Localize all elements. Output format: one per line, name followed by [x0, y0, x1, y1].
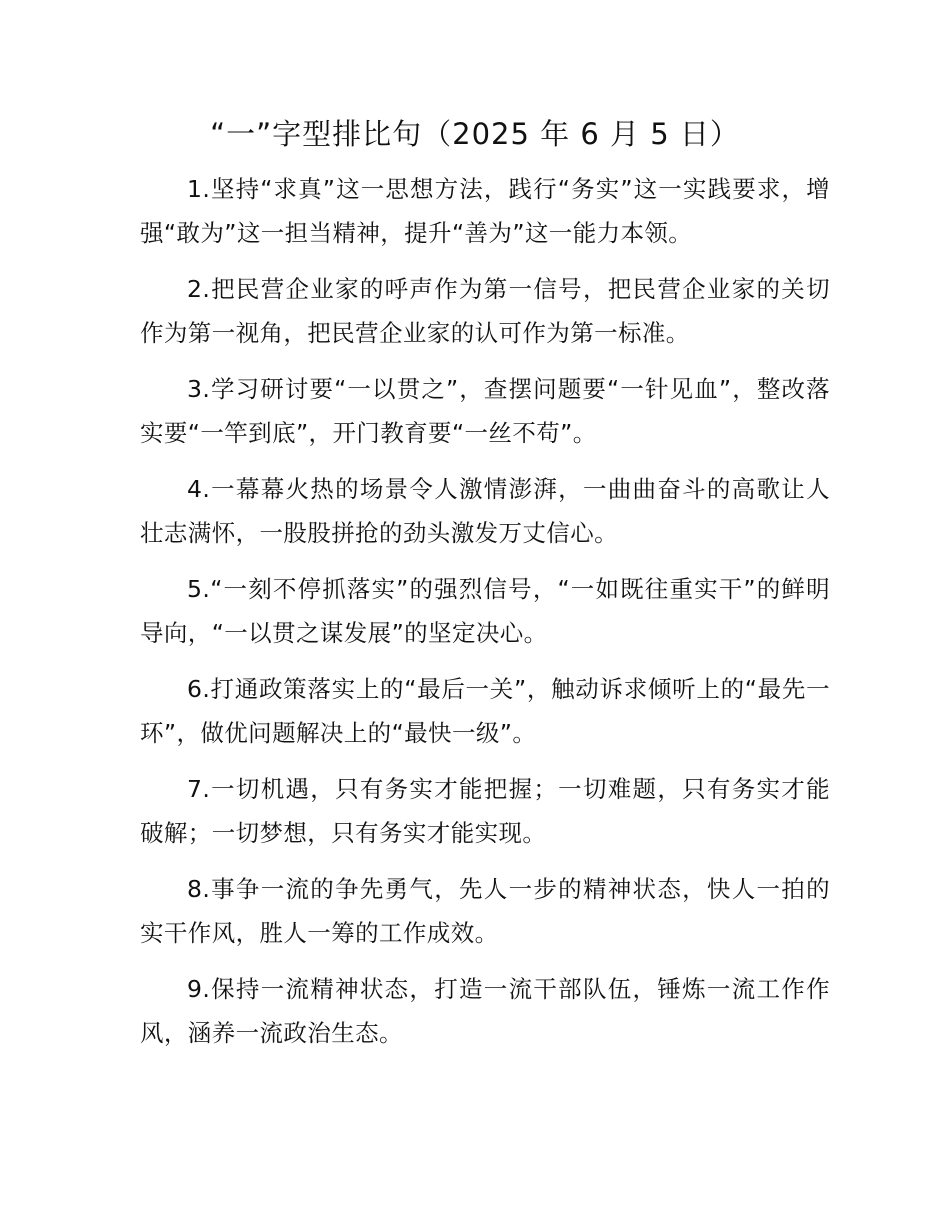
paragraph-4: 4.一幕幕火热的场景令人激情澎湃，一曲曲奋斗的高歌让人壮志满怀，一股股拼抢的劲头激发万丈信心。	[140, 475, 830, 547]
paragraph-1: 1.坚持“求真”这一思想方法，践行“务实”这一实践要求，增强“敢为”这一担当精神，提升“善为”这一能力本领。	[140, 175, 830, 247]
document-title: “一”字型排比句（2025 年 6 月 5 日）	[210, 117, 740, 151]
paragraph-7: 7.一切机遇，只有务实才能把握；一切难题，只有务实才能破解；一切梦想，只有务实才能实现。	[140, 775, 830, 847]
paragraph-3: 3.学习研讨要“一以贯之”，查摆问题要“一针见血”，整改落实要“一竿到底”，开门教育要“一丝不苟”。	[140, 375, 830, 447]
document-body	[140, 167, 830, 1067]
paragraph-8: 8.事争一流的争先勇气，先人一步的精神状态，快人一拍的实干作风，胜人一筹的工作成效。	[140, 875, 830, 947]
paragraph-6: 6.打通政策落实上的“最后一关”，触动诉求倾听上的“最先一环”，做优问题解决上的“最快一级”。	[140, 675, 830, 747]
paragraph-5: 5.“一刻不停抓落实”的强烈信号，“一如既往重实干”的鲜明导向，“一以贯之谋发展”的坚定决心。	[140, 575, 830, 647]
paragraph-9: 9.保持一流精神状态，打造一流干部队伍，锤炼一流工作作风，涵养一流政治生态。	[140, 975, 830, 1047]
paragraph-2: 2.把民营企业家的呼声作为第一信号，把民营企业家的关切作为第一视角，把民营企业家的认可作为第一标准。	[140, 275, 830, 347]
